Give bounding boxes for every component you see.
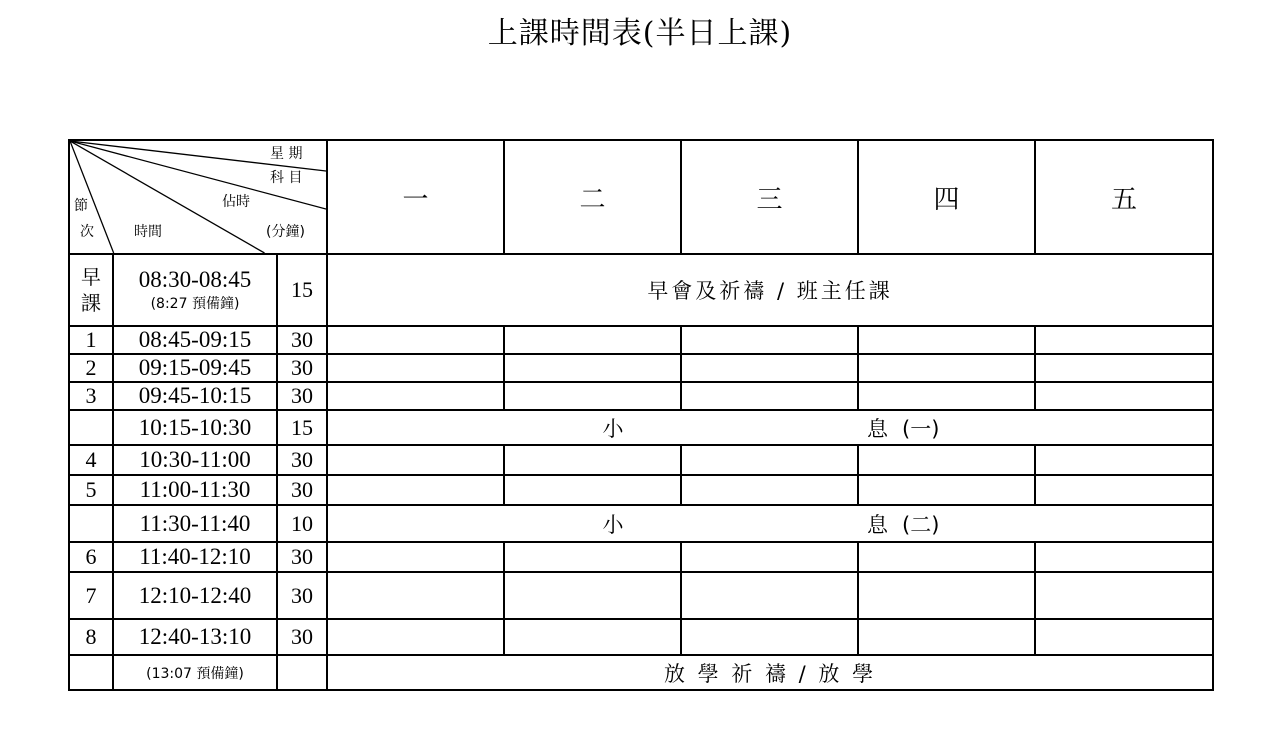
time-cell: 10:15-10:30 (113, 410, 277, 445)
estimate-label: 佔時 (222, 194, 250, 210)
period-cell (69, 505, 113, 542)
subject-cell[interactable] (681, 445, 858, 475)
period-cell (69, 410, 113, 445)
minutes-cell (277, 655, 327, 690)
subject-cell[interactable] (504, 475, 681, 505)
day-mon: 一 (327, 140, 504, 254)
break-word-1: 小 (602, 512, 624, 537)
period-cell: 5 (69, 475, 113, 505)
period-cell: 1 (69, 326, 113, 354)
period-cell (69, 254, 113, 326)
day-tue: 二 (504, 140, 681, 254)
subject-cell[interactable] (858, 619, 1035, 655)
time-label: 時間 (134, 224, 162, 240)
break-word-2: 息 (867, 416, 889, 441)
table-row (69, 445, 1213, 475)
minutes-cell: 10 (277, 505, 327, 542)
subject-cell[interactable] (504, 354, 681, 382)
subject-cell[interactable] (327, 445, 504, 475)
diagonal-header-cell (69, 140, 327, 254)
minutes-cell: 15 (277, 410, 327, 445)
period-cell: 8 (69, 619, 113, 655)
time-cell: 12:40-13:10 (113, 619, 277, 655)
subject-cell[interactable] (858, 445, 1035, 475)
subject-cell[interactable] (681, 542, 858, 572)
minutes-cell: 30 (277, 475, 327, 505)
time-cell: 08:45-09:15 (113, 326, 277, 354)
subject-cell[interactable] (327, 572, 504, 619)
table-row (69, 475, 1213, 505)
subject-cell[interactable] (681, 619, 858, 655)
period-cell: 4 (69, 445, 113, 475)
subject-cell[interactable] (504, 382, 681, 410)
table-row (69, 542, 1213, 572)
break-row (69, 505, 1213, 542)
day-thu: 四 (858, 140, 1035, 254)
minutes-cell: 15 (277, 254, 327, 326)
table-row (69, 572, 1213, 619)
subject-cell[interactable] (504, 619, 681, 655)
break-cell (327, 505, 1213, 542)
minutes-cell: 30 (277, 542, 327, 572)
subject-cell[interactable] (858, 572, 1035, 619)
subject-cell[interactable] (681, 354, 858, 382)
break-word-3: (二) (902, 512, 940, 537)
subject-cell[interactable] (1035, 542, 1213, 572)
subject-cell[interactable] (858, 382, 1035, 410)
assembly-cell: 早會及祈禱 / 班主任課 (327, 254, 1213, 326)
subject-cell[interactable] (504, 326, 681, 354)
subject-cell[interactable] (504, 572, 681, 619)
period-cell: 7 (69, 572, 113, 619)
time-cell: 10:30-11:00 (113, 445, 277, 475)
bell-note: (8:27 預備鐘) (150, 296, 240, 312)
break-word-1: 小 (602, 416, 624, 441)
period-morning-2: 課 (81, 291, 101, 315)
period-cell: 3 (69, 382, 113, 410)
header-row (69, 140, 1213, 254)
subject-cell[interactable] (1035, 619, 1213, 655)
period-label-1: 節 (74, 198, 88, 214)
subject-cell[interactable] (327, 542, 504, 572)
subject-cell[interactable] (1035, 326, 1213, 354)
subject-cell[interactable] (1035, 475, 1213, 505)
dismissal-row (69, 655, 1213, 690)
subject-label: 科 目 (270, 170, 303, 186)
period-cell: 2 (69, 354, 113, 382)
subject-cell[interactable] (858, 326, 1035, 354)
subject-cell[interactable] (327, 382, 504, 410)
subject-cell[interactable] (327, 475, 504, 505)
time-cell: 09:15-09:45 (113, 354, 277, 382)
subject-cell[interactable] (681, 326, 858, 354)
subject-cell[interactable] (327, 354, 504, 382)
subject-cell[interactable] (858, 475, 1035, 505)
subject-cell[interactable] (1035, 445, 1213, 475)
subject-cell[interactable] (1035, 572, 1213, 619)
period-morning-1: 早 (81, 265, 101, 289)
dismissal-cell: 放 學 祈 禱 / 放 學 (327, 655, 1213, 690)
period-cell (69, 655, 113, 690)
time-cell: 12:10-12:40 (113, 572, 277, 619)
time-cell: 09:45-10:15 (113, 382, 277, 410)
table-row (69, 326, 1213, 354)
minutes-cell: 30 (277, 572, 327, 619)
subject-cell[interactable] (681, 382, 858, 410)
minutes-cell: 30 (277, 382, 327, 410)
break-word-3: (一) (902, 416, 940, 441)
page-title: 上課時間表(半日上課) (487, 16, 793, 51)
subject-cell[interactable] (504, 445, 681, 475)
time-cell: (13:07 預備鐘) (113, 655, 277, 690)
subject-cell[interactable] (1035, 354, 1213, 382)
minutes-cell: 30 (277, 445, 327, 475)
minutes-cell: 30 (277, 619, 327, 655)
subject-cell[interactable] (504, 542, 681, 572)
timetable (68, 139, 1214, 691)
subject-cell[interactable] (681, 475, 858, 505)
day-fri: 五 (1035, 140, 1213, 254)
table-row (69, 382, 1213, 410)
table-row (69, 619, 1213, 655)
minutes-label: (分鐘) (266, 224, 305, 240)
minutes-cell: 30 (277, 354, 327, 382)
table-row (69, 354, 1213, 382)
minutes-cell: 30 (277, 326, 327, 354)
time-cell (113, 254, 277, 326)
time-cell: 11:40-12:10 (113, 542, 277, 572)
day-wed: 三 (681, 140, 858, 254)
subject-cell[interactable] (858, 354, 1035, 382)
period-label-2: 次 (80, 224, 94, 240)
subject-cell[interactable] (327, 326, 504, 354)
subject-cell[interactable] (1035, 382, 1213, 410)
time-cell: 11:30-11:40 (113, 505, 277, 542)
break-cell (327, 410, 1213, 445)
time-value: 08:30-08:45 (138, 267, 252, 292)
break-word-2: 息 (867, 512, 889, 537)
period-cell: 6 (69, 542, 113, 572)
subject-cell[interactable] (327, 619, 504, 655)
subject-cell[interactable] (858, 542, 1035, 572)
subject-cell[interactable] (681, 572, 858, 619)
table-row (69, 254, 1213, 326)
break-row (69, 410, 1213, 445)
weekday-label: 星 期 (270, 146, 303, 162)
time-cell: 11:00-11:30 (113, 475, 277, 505)
